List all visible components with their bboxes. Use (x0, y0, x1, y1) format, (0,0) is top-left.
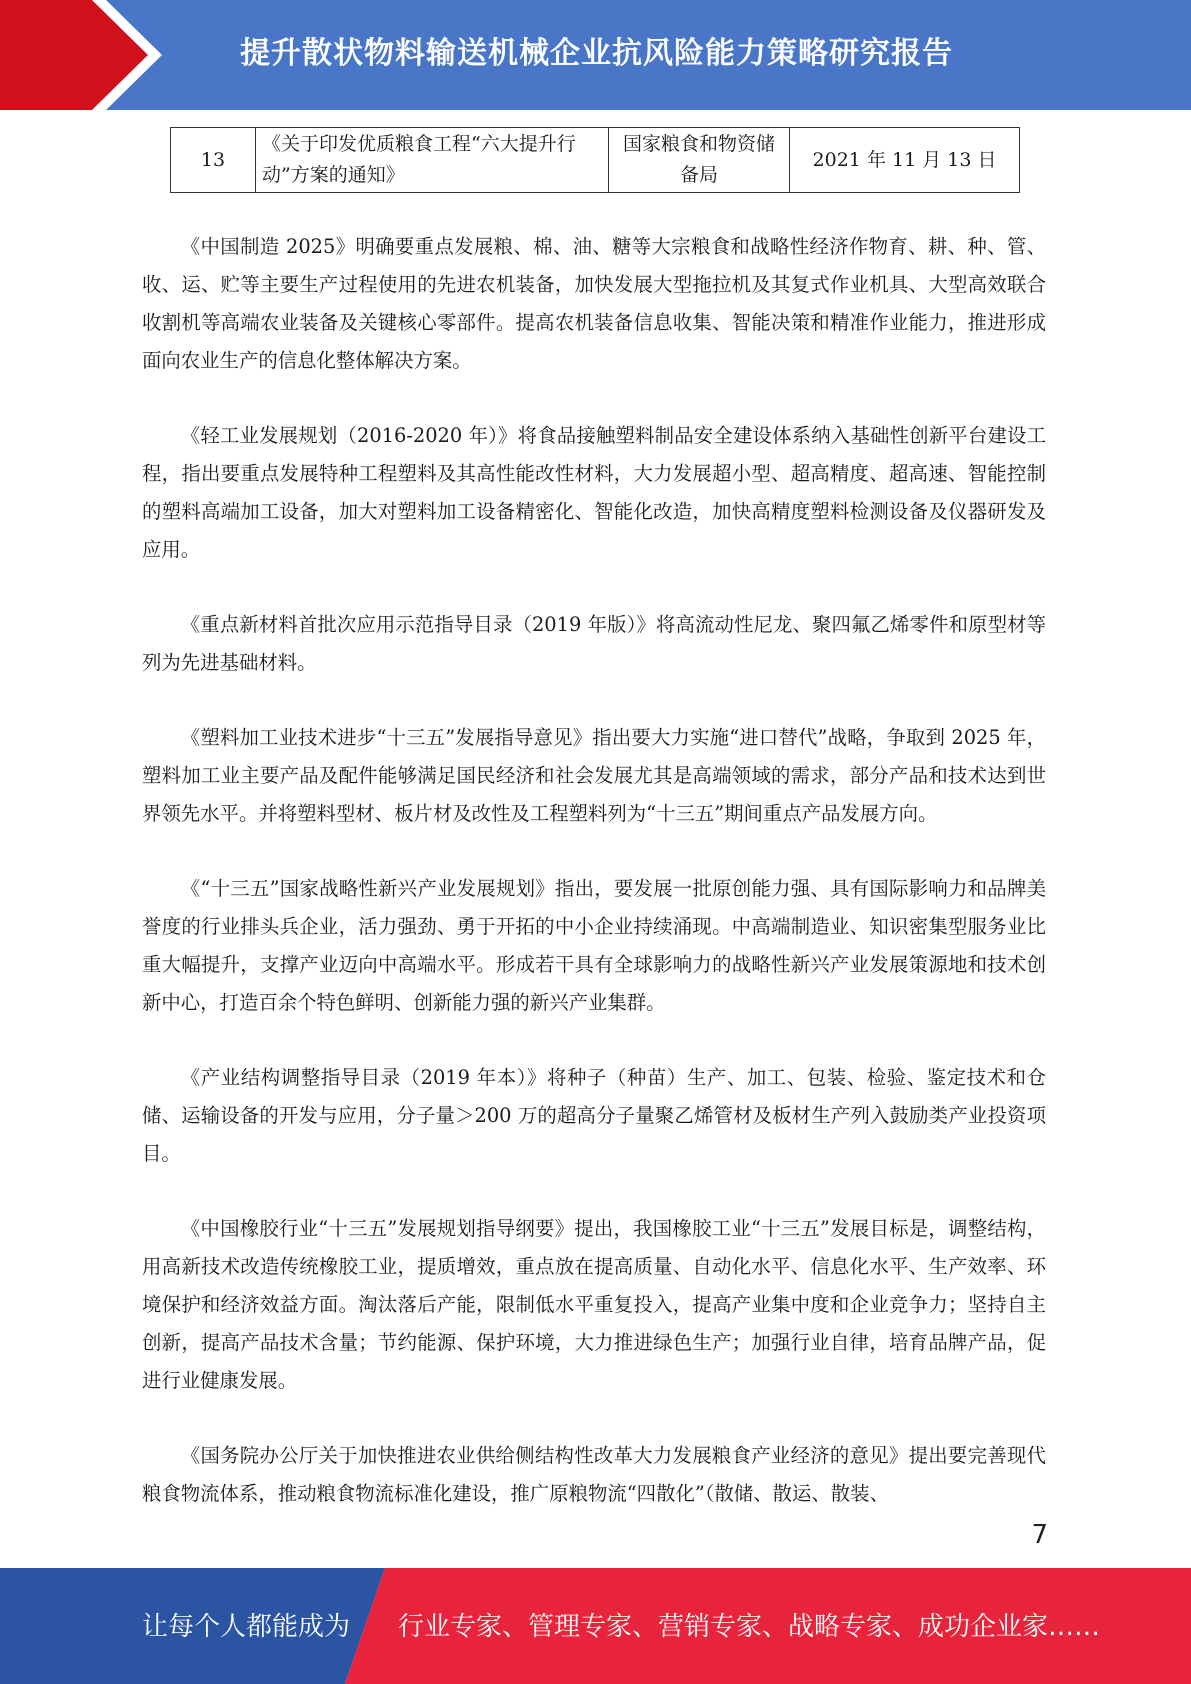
paragraph: 《国务院办公厅关于加快推进农业供给侧结构性改革大力发展粮食产业经济的意见》提出要完善现代粮食物流体系，推动粮食物流标准化建设，推广原粮物流“四散化”（散储、散运、散装、 (142, 1444, 1046, 1505)
paragraph: 《中国橡胶行业“十三五”发展规划指导纲要》提出，我国橡胶工业“十三五”发展目标是，调整结构，用高新技术改造传统橡胶工业，提质增效，重点放在提高质量、自动化水平、信息化水平、生产效率、环境保护和经济效益方面。淘汰落后产能，限制低水平重复投入，提高产业集中度和企业竞争力；坚持自主创新，提高产品技术含量；节约能源、保护环境，大力推进绿色生产；加强行业自律，培育品牌产品，促进行业健康发展。 (142, 1217, 1046, 1392)
policy-table (170, 127, 1020, 193)
report-title: 提升散状物料输送机械企业抗风险能力策略研究报告 (240, 36, 953, 71)
header-red-chevron (0, 0, 148, 110)
table-cell-issuer: 国家粮食和物资储备局 (609, 128, 790, 193)
paragraph: 《产业结构调整指导目录（2019 年本）》将种子（种苗）生产、加工、包装、检验、鉴定技术和仓储、运输设备的开发与应用，分子量＞200 万的超高分子量聚乙烯管材及板材生产列入鼓励类产业投资项目。 (142, 1066, 1046, 1165)
paragraph: 《塑料加工业技术进步“十三五”发展指导意见》指出要大力实施“进口替代”战略，争取到 2025 年，塑料加工业主要产品及配件能够满足国民经济和社会发展尤其是高端领域的需求，部分产品和技术达到世界领先水平。并将塑料型材、板片材及改性及工程塑料列为“十三五”期间重点产品发展方向。 (142, 726, 1046, 825)
table-cell-document-title: 《关于印发优质粮食工程“六大提升行动”方案的通知》 (256, 128, 609, 193)
paragraph: 《重点新材料首批次应用示范指导目录（2019 年版）》将高流动性尼龙、聚四氟乙烯零件和原型材等列为先进基础材料。 (142, 613, 1046, 674)
paragraph: 《中国制造 2025》明确要重点发展粮、棉、油、糖等大宗粮食和战略性经济作物育、耕、种、管、收、运、贮等主要生产过程使用的先进农机装备，加快发展大型拖拉机及其复式作业机具、大型高效联合收割机等高端农业装备及关键核心零部件。提高农机装备信息收集、智能决策和精准作业能力，推进形成面向农业生产的信息化整体解决方案。 (142, 235, 1046, 372)
page-number: 7 (1031, 1520, 1048, 1550)
paragraph: 《“十三五”国家战略性新兴产业发展规划》指出，要发展一批原创能力强、具有国际影响力和品牌美誉度的行业排头兵企业，活力强劲、勇于开拓的中小企业持续涌现。中高端制造业、知识密集型服务业比重大幅提升，支撑产业迈向中高端水平。形成若干具有全球影响力的战略性新兴产业发展策源地和技术创新中心，打造百余个特色鲜明、创新能力强的新兴产业集群。 (142, 877, 1046, 1014)
footer-slogan-left: 让每个人都能成为 (142, 1612, 351, 1642)
table-row (171, 128, 1020, 193)
page-header (0, 0, 1191, 110)
paragraph: 《轻工业发展规划（2016-2020 年）》将食品接触塑料制品安全建设体系纳入基础性创新平台建设工程，指出要重点发展特种工程塑料及其高性能改性材料，大力发展超小型、超高精度、超高速、智能控制的塑料高端加工设备，加大对塑料加工设备精密化、智能化改造，加快高精度塑料检测设备及仪器研发及应用。 (142, 424, 1046, 561)
table-cell-number: 13 (171, 128, 256, 193)
table-cell-date: 2021 年 11 月 13 日 (790, 128, 1020, 193)
body-text (142, 228, 1046, 1550)
footer-slogan-right: 行业专家、管理专家、营销专家、战略专家、成功企业家…… (398, 1612, 1101, 1642)
page-footer (0, 1568, 1191, 1684)
